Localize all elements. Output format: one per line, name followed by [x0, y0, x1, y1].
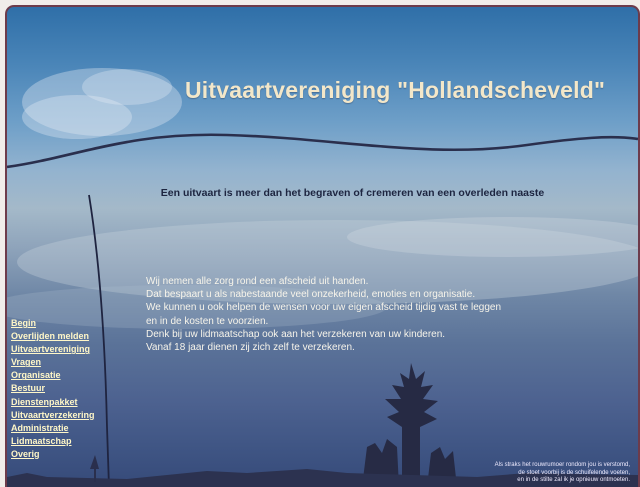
- intro-line: Vanaf 18 jaar dienen zij zich zelf te verzekeren.: [146, 342, 355, 354]
- nav-link-organisatie[interactable]: Organisatie: [11, 370, 61, 381]
- page-frame: [5, 5, 640, 487]
- nav-link-lidmaatschap[interactable]: Lidmaatschap: [11, 435, 72, 446]
- nav-link-vragen[interactable]: Vragen: [11, 357, 42, 368]
- intro-line: Dat bespaart u als nabestaande veel onzekerheid, emoties en organisatie.: [146, 289, 476, 301]
- nav-link-bestuur[interactable]: Bestuur: [11, 383, 46, 394]
- poem-text: [450, 462, 630, 485]
- tagline: Een uitvaart is meer dan het begraven of cremeren van een overleden naaste: [160, 187, 545, 199]
- poem-line: Als straks het rouwrumoer rondom jou is verstomd,: [494, 462, 630, 468]
- intro-line: We kunnen u ook helpen de wensen voor uw eigen afscheid tijdig vast te leggen: [146, 302, 502, 314]
- site-title: Uitvaartvereniging "Hollandscheveld": [185, 77, 606, 103]
- nav-link-dienstenpakket[interactable]: Dienstenpakket: [11, 396, 78, 407]
- intro-line: en in de kosten te voorzien.: [146, 315, 269, 327]
- nav-link-overig[interactable]: Overig: [11, 448, 40, 459]
- sidebar-nav: [11, 317, 131, 461]
- nav-link-uitvaartverzekering[interactable]: Uitvaartverzekering: [11, 409, 95, 420]
- nav-link-uitvaartvereniging[interactable]: Uitvaartvereniging: [11, 344, 91, 355]
- nav-link-administratie[interactable]: Administratie: [11, 422, 69, 433]
- nav-link-overlijden-melden[interactable]: Overlijden melden: [11, 331, 90, 342]
- nav-link-begin[interactable]: Begin: [11, 318, 37, 328]
- intro-line: Denk bij uw lidmaatschap ook aan het verzekeren van uw kinderen.: [146, 328, 446, 340]
- intro-text: [146, 275, 566, 354]
- intro-line: Wij nemen alle zorg rond een afscheid uit handen.: [146, 276, 369, 287]
- poem-line: de stoet voorbij is de schuifelende voeten,: [518, 469, 630, 476]
- poem-line: en in de stilte zal ik je opnieuw ontmoeten.: [517, 477, 630, 484]
